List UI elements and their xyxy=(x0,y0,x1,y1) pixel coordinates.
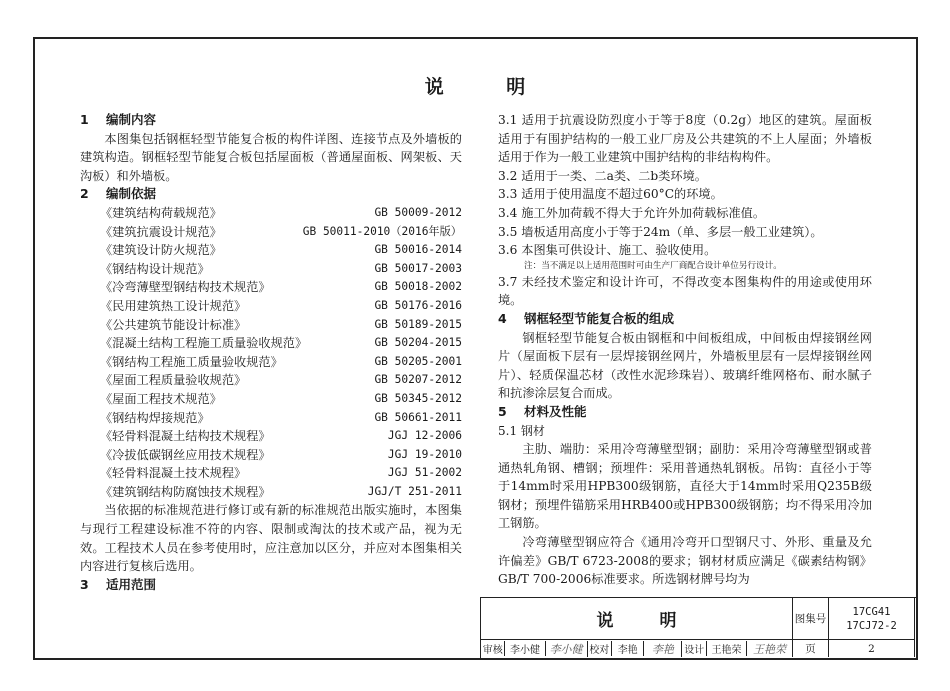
designer-name: 王艳荣 xyxy=(707,641,747,656)
reviewer-name: 李小健 xyxy=(505,641,545,656)
signature-row xyxy=(481,640,793,657)
standard-row: 《屋面工程技术规范》 GB 50345-2012 xyxy=(100,391,462,406)
standard-row: 《轻骨料混凝土结构技术规程》 JGJ 12-2006 xyxy=(100,429,462,444)
page-number: 2 xyxy=(829,640,915,657)
standard-row: 《钢结构工程施工质量验收规范》 GB 50205-2001 xyxy=(100,354,462,369)
standard-row: 《建筑抗震设计规范》 GB 50011-2010（2016年版） xyxy=(100,224,462,239)
atlas-number-label: 图集号 xyxy=(793,598,829,640)
standard-row: 《建筑结构荷载规范》 GB 50009-2012 xyxy=(100,205,462,220)
section-2-text: 当依据的标准规范进行修订或有新的标准规范出版实施时，本图集与现行工程建设标准不符的内容、限制或淘汰的技术或产品，视为无效。工程技术人员在参考使用时，应注意加以区分，并应对本图集相关内容进行复核后选用。 xyxy=(80,503,462,574)
item-3-5: 3.5 墙板适用高度小于等于24m（单、多层一般工业建筑）。 xyxy=(498,224,823,239)
review-label: 审核 xyxy=(481,641,505,656)
title-block-name: 说 明 xyxy=(481,598,793,640)
atlas-number: 17CG41 17CJ72-2 xyxy=(829,598,915,640)
page-label: 页 xyxy=(793,640,829,657)
check-label: 校对 xyxy=(588,641,612,656)
item-3-3: 3.3 适用于使用温度不超过60°C的环境。 xyxy=(498,187,723,202)
standard-row: 《公共建筑节能设计标准》 GB 50189-2015 xyxy=(100,317,462,332)
standard-row: 《轻骨料混凝土技术规程》 JGJ 51-2002 xyxy=(100,466,462,481)
standard-row: 《民用建筑热工设计规范》 GB 50176-2016 xyxy=(100,298,462,313)
section-4-text: 钢框轻型节能复合板由钢框和中间板组成，中间板由焊接钢丝网片（屋面板下层有一层焊接钢丝网片，外墙板里层有一层焊接钢丝网片）、轻质保温芯材（改性水泥珍珠岩）、玻璃纤维网格布、耐水腻子和抗渗涂层复合而成。 xyxy=(498,330,872,401)
right-column xyxy=(498,111,872,589)
standard-row: 《冷弯薄壁型钢结构技术规范》 GB 50018-2002 xyxy=(100,280,462,295)
scope-note: 注：当不满足以上适用范围时可由生产厂商配合设计单位另行设计。 xyxy=(524,260,782,271)
checker-name: 李艳 xyxy=(612,641,644,656)
item-3-6: 3.6 本图集可供设计、施工、验收使用。 xyxy=(498,243,717,258)
item-3-1: 3.1 适用于抗震设防烈度小于等于8度（0.2g）地区的建筑。屋面板适用于有围护结构的一般工业厂房及公共建筑的不上人屋面；外墙板适用于作为一般工业建筑中围护结构的非结构构件。 xyxy=(498,113,872,165)
left-column xyxy=(80,111,462,594)
section-5-heading: 5 材料及性能 xyxy=(498,403,587,419)
standard-row: 《建筑钢结构防腐蚀技术规程》 JGJ/T 251-2011 xyxy=(100,484,462,499)
designer-signature: 王艳荣 xyxy=(753,642,786,656)
standards-list xyxy=(80,204,462,502)
standard-row: 《混凝土结构工程施工质量验收规范》 GB 50204-2015 xyxy=(100,336,462,351)
item-3-2: 3.2 适用于一类、二a类、二b类环境。 xyxy=(498,168,707,183)
page-title: 说 明 xyxy=(424,76,554,98)
section-1-text: 本图集包括钢框轻型节能复合板的构件详图、连接节点及外墙板的建筑构造。钢框轻型节能复合板包括屋面板（普通屋面板、网架板、天沟板）和外墙板。 xyxy=(80,131,462,183)
title-block xyxy=(480,597,916,658)
subsection-5-1: 5.1 钢材 xyxy=(498,423,545,438)
standard-row: 《建筑设计防火规范》 GB 50016-2014 xyxy=(100,243,462,258)
section-1-heading: 1 编制内容 xyxy=(80,112,157,127)
checker-signature: 李艳 xyxy=(644,641,682,657)
section-4-heading: 4 钢框轻型节能复合板的组成 xyxy=(498,310,675,326)
reviewer-signature: 李小健 xyxy=(546,641,588,657)
design-label: 设计 xyxy=(682,641,706,656)
item-3-4: 3.4 施工外加荷载不得大于允许外加荷载标准值。 xyxy=(498,205,766,220)
standard-row: 《冷拔低碳钢丝应用技术规程》 JGJ 19-2010 xyxy=(100,447,462,462)
standard-row: 《屋面工程质量验收规范》 GB 50207-2012 xyxy=(100,373,462,388)
subsection-5-1-text-2: 冷弯薄壁型钢应符合《通用冷弯开口型钢尺寸、外形、重量及允许偏差》GB/T 6723-2008的要求；钢材材质应满足《碳素结构钢》GB/T 700-2006标准要求。所选钢材牌号均为 xyxy=(498,535,872,587)
subsection-5-1-text: 主肋、端肋：采用冷弯薄壁型钢；副肋：采用冷弯薄壁型钢或普通热轧角钢、槽钢；预埋件：采用普通热轧钢板。吊钩：直径小于等于14mm时采用HPB300级钢筋，直径大于14mm时采用Q235B级钢材；预埋件锚筋采用HRB400或HPB300级钢筋；均不得采用冷加工钢筋。 xyxy=(498,442,872,531)
section-2-heading: 2 编制依据 xyxy=(80,186,157,202)
standard-row: 《钢结构焊接规范》 GB 50661-2011 xyxy=(100,410,462,425)
standard-row: 《钢结构设计规范》 GB 50017-2003 xyxy=(100,261,462,276)
section-3-heading: 3 适用范围 xyxy=(80,576,157,592)
item-3-7: 3.7 未经技术鉴定和设计许可，不得改变本图集构件的用途或使用环境。 xyxy=(498,274,872,308)
